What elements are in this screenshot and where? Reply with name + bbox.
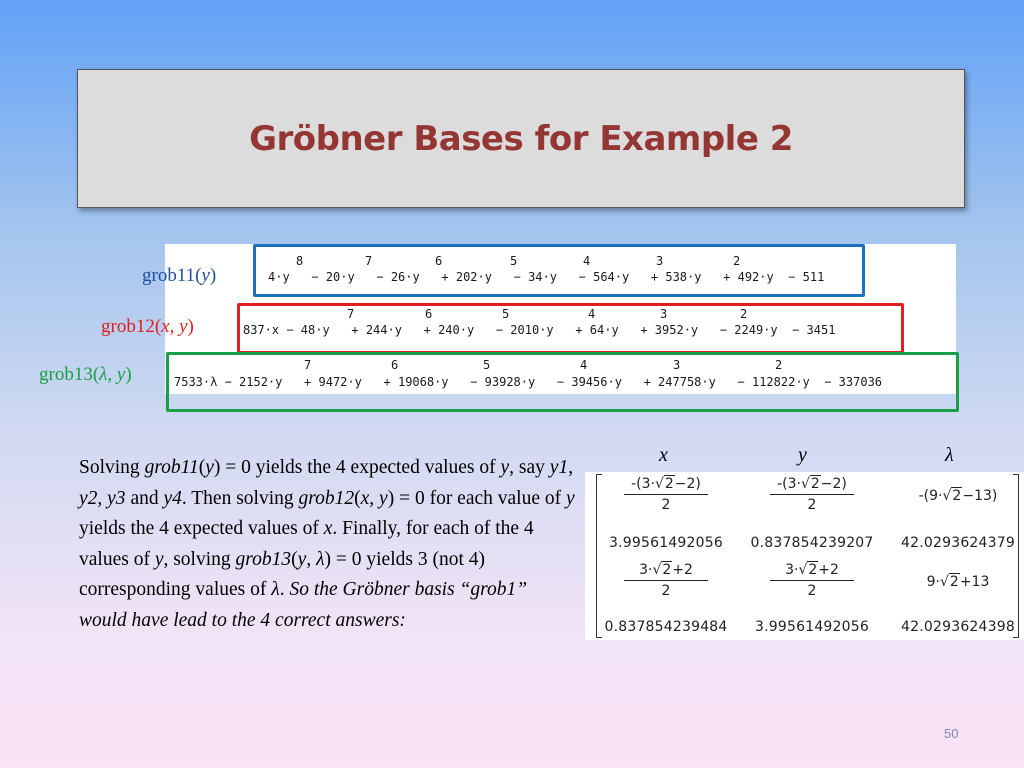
matrix-decimal-cell: 0.837854239207 bbox=[750, 535, 874, 551]
fraction-numerator: 3·√2+2 bbox=[785, 562, 839, 578]
grob13-exponent: 5 bbox=[483, 358, 491, 372]
grob13-label: grob13(λ, y) bbox=[39, 364, 132, 385]
fraction-numerator: -(3·√2−2) bbox=[631, 476, 701, 492]
matrix-decimal-cell: 42.0293624398 bbox=[901, 619, 1015, 635]
grob12-exponent: 4 bbox=[588, 307, 596, 321]
fraction-denominator: 2 bbox=[661, 583, 671, 599]
matrix-fraction-cell bbox=[742, 476, 882, 513]
grob11-exponent: 4 bbox=[583, 254, 591, 268]
fraction-numerator: 3·√2+2 bbox=[639, 562, 693, 578]
grob12-exponent: 2 bbox=[740, 307, 748, 321]
matrix-fraction-cell bbox=[596, 562, 736, 599]
fraction-bar bbox=[624, 580, 708, 581]
matrix-decimal-cell: 3.99561492056 bbox=[755, 619, 869, 635]
grob13-exponent: 6 bbox=[391, 358, 399, 372]
fraction-denominator: 2 bbox=[807, 583, 817, 599]
grob11-label: grob11(y) bbox=[142, 265, 217, 286]
fraction-bar bbox=[624, 494, 708, 495]
title-box bbox=[77, 69, 965, 208]
fraction-denominator: 2 bbox=[661, 497, 671, 513]
fraction-numerator: -(9·√2−13) bbox=[918, 488, 998, 504]
matrix-fraction-cell bbox=[596, 476, 736, 513]
fraction-numerator: -(3·√2−2) bbox=[777, 476, 847, 492]
matrix-fraction-cell bbox=[888, 488, 1024, 504]
page-number: 50 bbox=[944, 726, 959, 741]
sqrt-icon: √ bbox=[800, 476, 810, 492]
grob11-polynomial: 4·y − 20·y − 26·y + 202·y − 34·y − 564·y + 538·y + 492·y − 511 bbox=[268, 270, 825, 284]
sqrt-icon: √ bbox=[652, 562, 662, 578]
grob11-exponent: 8 bbox=[296, 254, 304, 268]
sqrt-icon: √ bbox=[939, 574, 949, 590]
sqrt-icon: √ bbox=[942, 488, 952, 504]
fraction-bar bbox=[770, 494, 854, 495]
grob12-polynomial: 837·x − 48·y + 244·y + 240·y − 2010·y + 64·y + 3952·y − 2249·y − 3451 bbox=[243, 323, 836, 337]
grob12-exponent: 6 bbox=[425, 307, 433, 321]
matrix-decimal-cell: 42.0293624379 bbox=[901, 535, 1015, 551]
fraction-denominator: 2 bbox=[807, 497, 817, 513]
grob12-exponent: 3 bbox=[660, 307, 668, 321]
grob12-exponent: 5 bbox=[502, 307, 510, 321]
sqrt-icon: √ bbox=[654, 476, 664, 492]
column-header-y: y bbox=[798, 444, 807, 466]
matrix-fraction-cell bbox=[888, 574, 1024, 590]
grob13-exponent: 2 bbox=[775, 358, 783, 372]
grob13-polynomial: 7533·λ − 2152·y + 9472·y + 19068·y − 93928·y − 39456·y + 247758·y − 112822·y − 337036 bbox=[174, 375, 883, 389]
grob11-exponent: 5 bbox=[510, 254, 518, 268]
matrix-decimal-cell: 0.837854239484 bbox=[604, 619, 728, 635]
grob13-exponent: 7 bbox=[304, 358, 312, 372]
grob12-exponent: 7 bbox=[347, 307, 355, 321]
grob11-exponent: 7 bbox=[365, 254, 373, 268]
grob12-label: grob12(x, y) bbox=[101, 316, 194, 337]
column-header-x: x bbox=[659, 444, 668, 466]
grob11-exponent: 6 bbox=[435, 254, 443, 268]
matrix-fraction-cell bbox=[742, 562, 882, 599]
fraction-numerator: 9·√2+13 bbox=[926, 574, 990, 590]
sqrt-icon: √ bbox=[798, 562, 808, 578]
slide-title: Gröbner Bases for Example 2 bbox=[249, 118, 793, 159]
grob13-exponent: 3 bbox=[673, 358, 681, 372]
grob13-exponent: 4 bbox=[580, 358, 588, 372]
grob11-exponent: 2 bbox=[733, 254, 741, 268]
matrix-decimal-cell: 3.99561492056 bbox=[609, 535, 723, 551]
description-text: Solving grob11(y) = 0 yields the 4 expected values of y, say y1, y2, y3 and y4. Then solving grob12(x, y) = 0 for each value of y yields the 4 expected values of x. Finally, for each of the 4 values of y, solving grob13(y, λ) = 0 yields 3 (not 4) corresponding values of λ. So the Gröbner basis “grob1” would have lead to the 4 correct answers: bbox=[79, 457, 575, 631]
column-header-lambda: λ bbox=[945, 444, 954, 466]
grob11-exponent: 3 bbox=[656, 254, 664, 268]
fraction-bar bbox=[770, 580, 854, 581]
